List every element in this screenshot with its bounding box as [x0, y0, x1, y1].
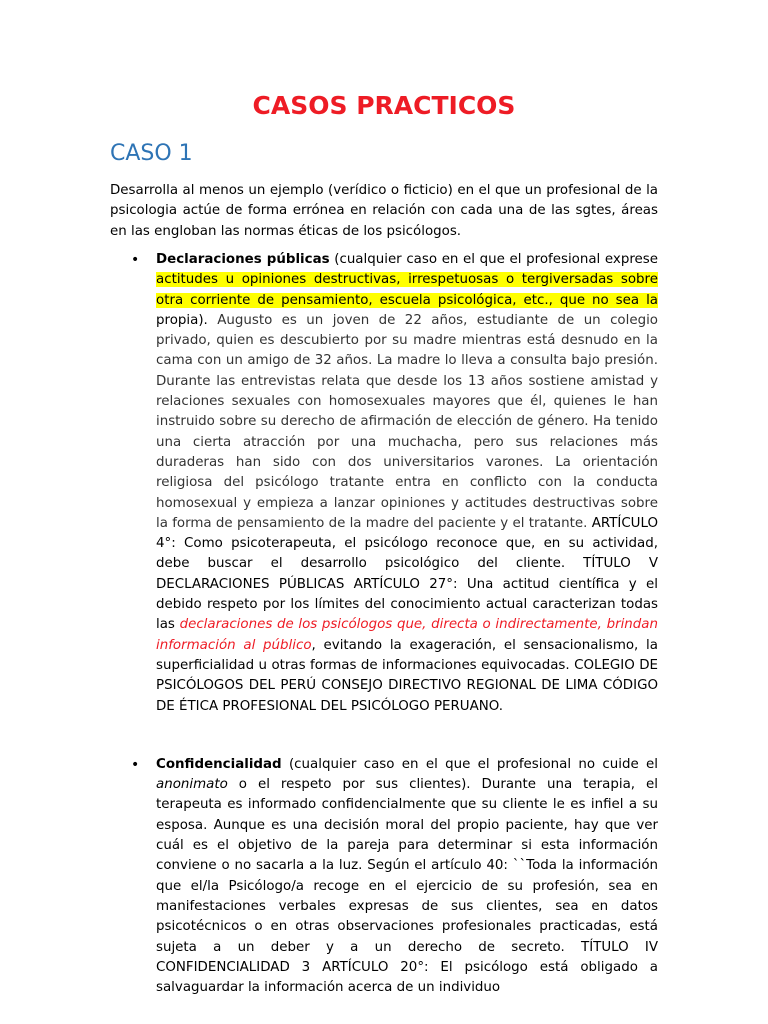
cases-list	[110, 250, 658, 998]
item-label: Confidencialidad	[156, 756, 282, 772]
intro-paragraph: Desarrolla al menos un ejemplo (verídico o ficticio) en el que un profesional de la psicologia actúe de forma errónea en relación con cada una de las sgtes, áreas en las engloban las normas éticas de los psicólogos.	[110, 183, 658, 239]
document-title: CASOS PRACTICOS	[252, 91, 516, 120]
item-intro: (cualquier caso en el que el profesional exprese	[329, 252, 659, 267]
item-text	[156, 755, 658, 999]
case-heading: CASO 1	[110, 141, 193, 166]
list-item-confidencialidad	[110, 755, 658, 999]
list-item-declaraciones	[110, 250, 658, 717]
item-text-a: (cualquier caso en el que el profesional no cuide el	[281, 756, 658, 772]
item-text	[156, 250, 658, 717]
article-ending: , evitando la exageración, el sensacionalismo, la superficialidad u otras formas de informaciones equivocadas. COLEGIO DE PSICÓLOGOS DEL PERÚ CONSEJO DIRECTIVO REGIONAL DE LIMA CÓDIGO DE ÉTICA PROFESIONAL DEL PSICÓLOGO PERUANO.	[156, 637, 658, 714]
bullet-icon: •	[131, 756, 140, 773]
case-narrative: Augusto es un joven de 22 años, estudiante de un colegio privado, quien es descubierto por su madre mientras está desnudo en la cama con un amigo de 32 años. La madre lo lleva a consulta bajo presión. Durante las entrevistas relata que desde los 13 años sostiene amistad y relaciones sexuales con homosexuales mayores que él, quienes le han instruido sobre su derecho de afirmación de elección de género. Ha tenido una cierta atracción por una muchacha, pero sus relaciones más duraderas han sido con dos universitarios varones. La orientación religiosa del psicólogo tratante entra en conflicto con la conducta homosexual y empieza a lanzar opiniones y actitudes destructivas sobre la forma de pensamiento de la madre del paciente y el tratante.	[156, 312, 658, 531]
red-italic-text: declaraciones de los psicólogos que, directa o indirectamente, brindan información al público	[156, 617, 658, 653]
highlighted-text: actitudes u opiniones destructivas, irrespetuosas o tergiversadas sobre otra corriente de pensamiento, escuela psicológica, etc., que no sea la	[156, 272, 658, 308]
item-text-b: o el respeto por sus clientes). Durante una terapia, el terapeuta es informado confidencialmente que su cliente le es infiel a su esposa. Aunque es una decisión moral del propio paciente, hay que ver cuál es el objetivo de la pareja para determinar si esta información conviene o no sacarla a la luz. Según el artículo 40: ``Toda la información que el/la Psicólogo/a recoge en el ejercicio de su profesión, sea en manifestaciones verbales expresas de sus clientes, sea en datos psicotécnicos o en otras observaciones profesionales practicadas, está sujeta a un deber y a un derecho de secreto. TÍTULO IV CONFIDENCIALIDAD 3 ARTÍCULO 20°: El psicólogo está obligado a salvaguardar la información acerca de un individuo	[156, 777, 658, 996]
italic-word: anonimato	[156, 777, 228, 793]
article-text: ARTÍCULO 4°: Como psicoterapeuta, el psicólogo reconoce que, en su actividad, debe buscar el desarrollo psicológico del cliente. TÍTULO V DECLARACIONES PÚBLICAS ARTÍCULO 27°: Una actitud científica y el debido respeto por los límites del conocimiento actual caracterizan todas las	[156, 515, 658, 633]
item-label: Declaraciones públicas	[156, 252, 330, 267]
bullet-icon: •	[131, 252, 140, 268]
item-intro-end: propia).	[156, 312, 208, 328]
